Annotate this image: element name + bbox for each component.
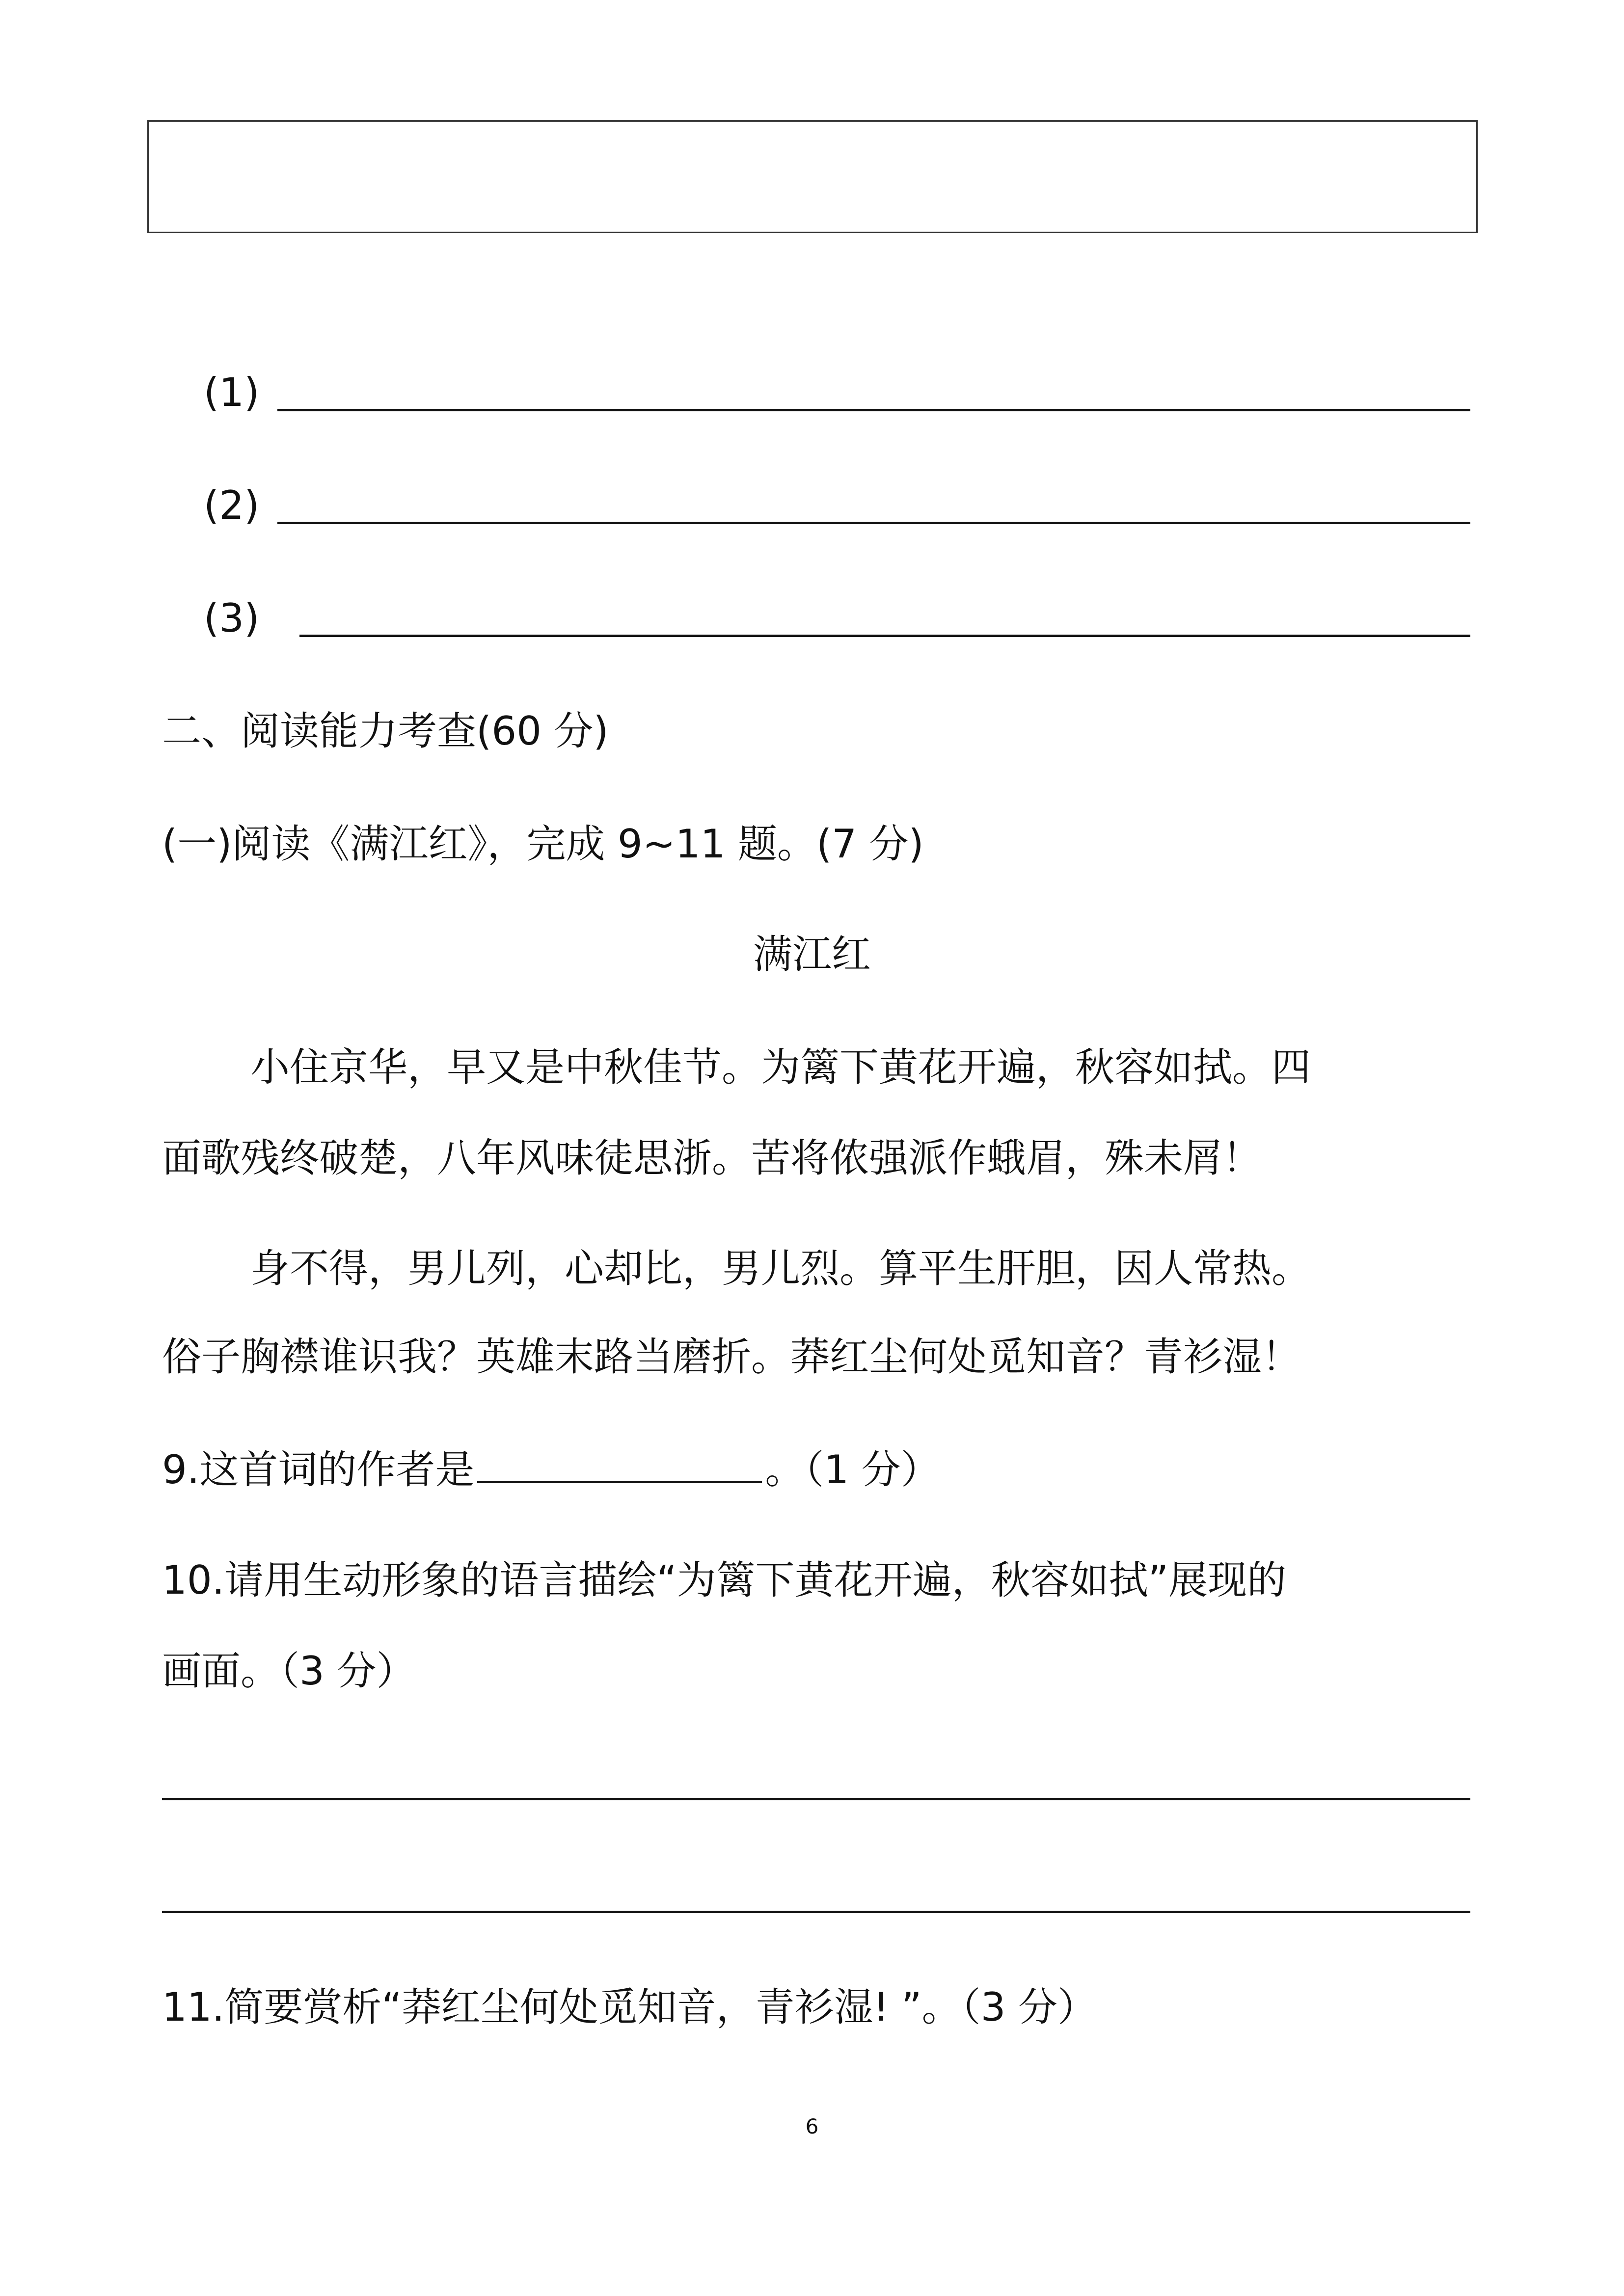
answer-line-3[interactable] [299,635,1470,637]
question-10-answer-line-1[interactable] [162,1798,1470,1800]
poem-title: 满江红 [753,932,871,977]
poem-line-1: 小住京华，早又是中秋佳节。为篱下黄花开遍，秋容如拭。四 [250,1044,1311,1090]
poem-line-2: 面歌残终破楚，八年风味徒思浙。苦将侬强派作蛾眉，殊未屑！ [162,1135,1262,1181]
part-intro: (一)阅读《满江红》，完成 9~11 题。(7 分) [162,821,924,867]
answer-item-1-label: (1) [204,370,260,415]
question-9 [162,1447,940,1493]
question-11: 11.简要赏析“莽红尘何处觅知音，青衫湿! ”。（3 分） [162,1984,1097,2030]
answer-item-3-label: (3) [204,595,260,641]
section-heading: 二、阅读能力考查(60 分) [162,708,609,754]
question-9-suffix: 。（1 分） [765,1447,940,1493]
answer-line-2[interactable] [277,522,1470,524]
poem-line-3: 身不得，男儿列，心却比，男儿烈。算平生肝胆，因人常热。 [250,1246,1311,1291]
poem-line-4: 俗子胸襟谁识我？英雄末路当磨折。莽红尘何处觅知音？青衫湿！ [162,1334,1301,1380]
question-10-line-1: 10.请用生动形象的语言描绘“为篱下黄花开遍，秋容如拭”展现的 [162,1557,1287,1603]
question-10-line-2: 画面。（3 分） [162,1648,416,1694]
answer-line-1[interactable] [277,409,1470,411]
question-9-prefix: 9.这首词的作者是 [162,1447,475,1493]
answer-item-2-label: (2) [204,482,260,528]
answer-box[interactable] [147,120,1478,233]
question-9-blank[interactable] [477,1481,762,1483]
question-10-answer-line-2[interactable] [162,1911,1470,1913]
page-number: 6 [805,2114,819,2138]
